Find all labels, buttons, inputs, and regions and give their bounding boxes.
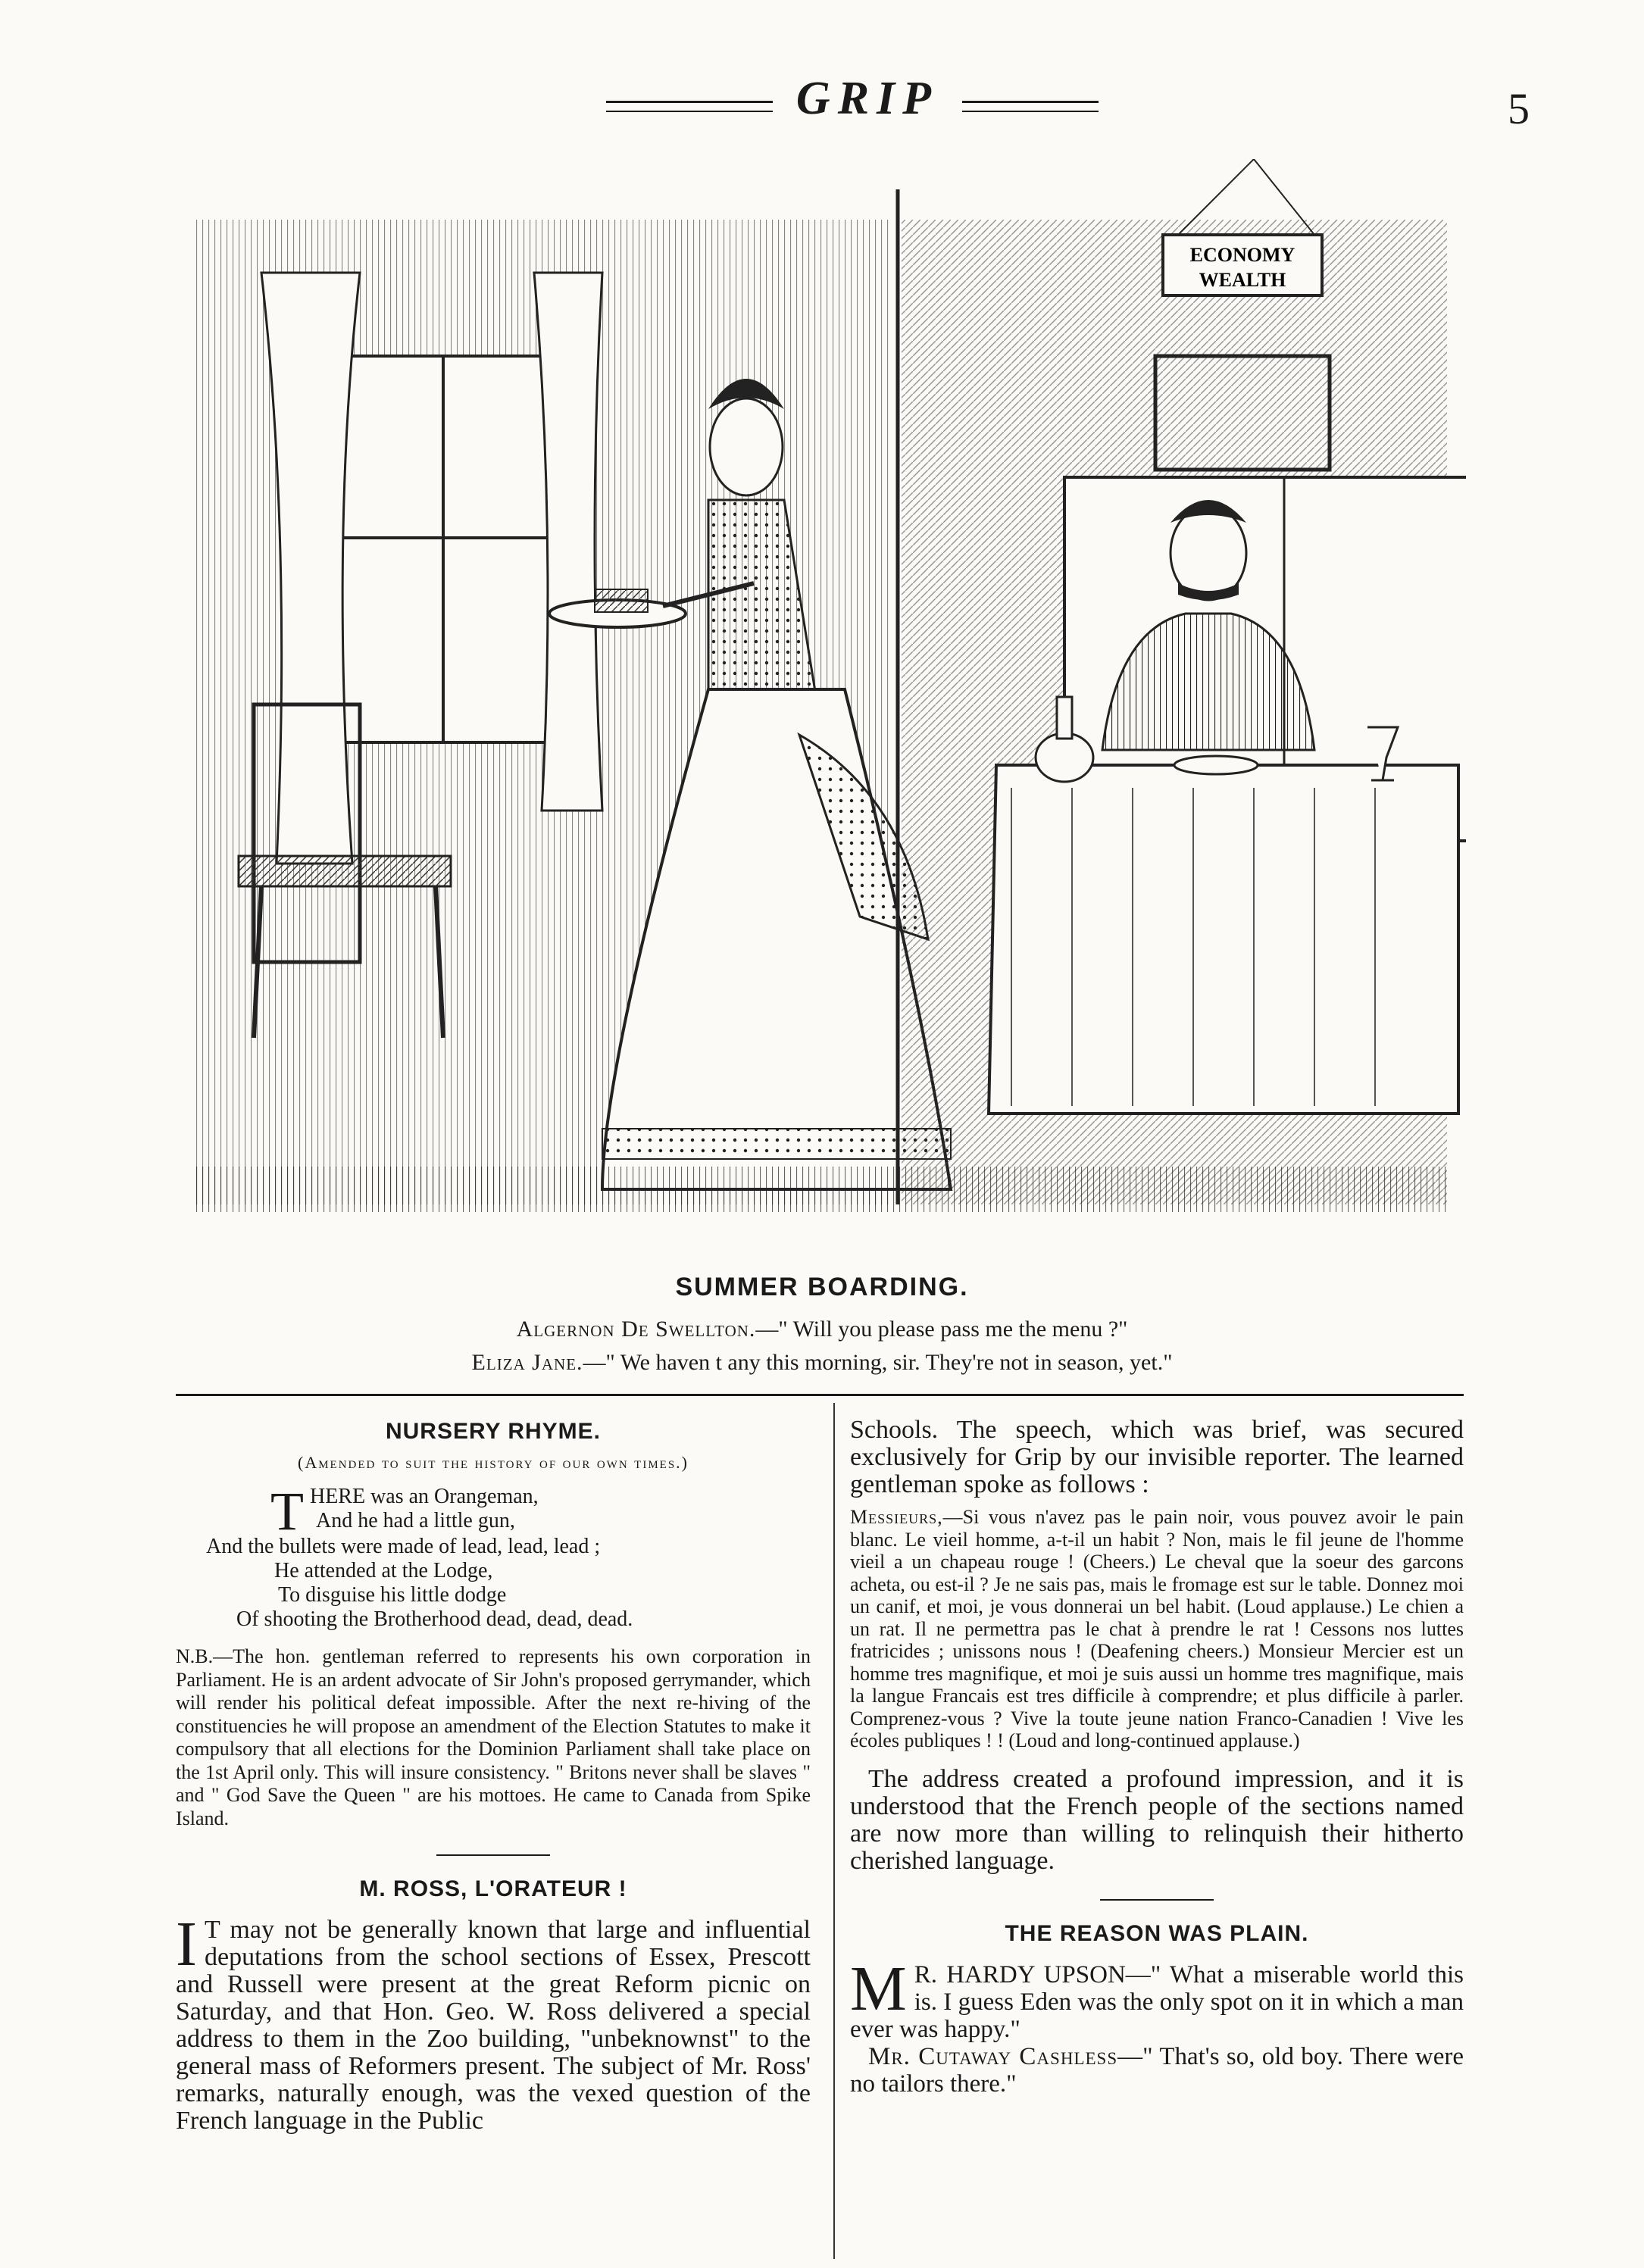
cartoon-title: SUMMER BOARDING. — [675, 1273, 969, 1301]
poem-line-5: To disguise his little dodge — [278, 1583, 507, 1607]
caption-line-2 — [0, 1350, 1644, 1376]
ross-dropcap: I — [176, 1909, 197, 1979]
cartoon-illustration — [178, 159, 1466, 1242]
speech-text: —Si vous n'avez pas le pain noir, vous pouvez avoir le pain blanc. Le vieil homme, a-t-il un habit ? Non, mais le fil jeune de l'homme vieil a un chapeau rouge ! (Cheers.) Le cheval que la soeur des garcons acheta, ou est-il ? Je ne sais pas, mais le fromage est sur le table. Donnez moi un canif, et moi, je vous donnerai un bel habit. (Loud applause.) Le chien a un rat. Il ne permettra pas le chat à prendre le rat ! Cessons nos luttes fratricides ; unissons nous ! (Deafening cheers.) Monsieur Mercier est un homme tres magnifique, et moi je suis aussi un homme tres magnifique, mais la langue Francais est tres difficile à comprendre; et plus difficile à parler. Comprenez-vous ? Vive la toute jeune nation Franco-Canadien ! Vive les écoles publiques ! ! (Loud and long-continued applause.) — [850, 1506, 1464, 1751]
sign-wealth: WEALTH — [1199, 269, 1286, 291]
caption-line-1-text: —" Will you please pass me the menu ?" — [755, 1317, 1128, 1342]
page-number: 5 — [1508, 84, 1530, 133]
nursery-rhyme-note: N.B.—The hon. gentleman referred to represents his own corporation in Parliament. He is an ardent advocate of Sir John's proposed gerrymander, which will render his political defeat impossible. After the next re-hiving of the constituencies he will propose an amendment of the Election Statutes to make it compulsory that all elections for the Dominion Parliament shall take place on the 1st April only. This will insure consistency. " Britons never shall be slaves " and " God Save the Queen " are his mottoes. He came to Canada from Spike Island. — [176, 1645, 811, 1829]
caption-line-2-text: —" We haven t any this morning, sir. They're not in season, yet." — [583, 1350, 1173, 1375]
article-separator — [436, 1854, 550, 1856]
reason-dropcap: M — [850, 1953, 907, 2024]
right-column — [850, 1417, 1464, 2098]
poem-dropcap: T — [270, 1481, 304, 1542]
poem-line-2: And he had a little gun, — [316, 1509, 515, 1532]
reason-line-1 — [850, 1953, 1464, 2043]
masthead — [0, 72, 1644, 133]
ross-article-continued: Schools. The speech, which was brief, was secured exclusively for Grip by our invisible reporter. The learned gentleman spoke as follows : — [850, 1416, 1464, 1498]
article-separator-2 — [1100, 1899, 1214, 1901]
nursery-rhyme-subtitle: (Amended to suit the history of our own times.) — [298, 1453, 689, 1472]
poem-line-4: He attended at the Lodge, — [274, 1559, 493, 1582]
masthead-rule-right — [962, 101, 1099, 112]
masthead-rule-left — [606, 101, 773, 112]
column-divider — [833, 1403, 835, 2259]
ross-closing: The address created a profound impression, and it is understood that the French people of the sections named are now more than willing to relinquish their hitherto cherished language. — [850, 1764, 1464, 1875]
speaker-algernon: Algernon De Swellton. — [516, 1317, 756, 1342]
speech-lead: Messieurs, — [850, 1506, 943, 1528]
nursery-rhyme-poem — [176, 1481, 811, 1632]
poem-line-3: And the bullets were made of lead, lead, lead ; — [206, 1535, 601, 1558]
poem-line-6: Of shooting the Brotherhood dead, dead, dead. — [236, 1607, 633, 1631]
reason-title: THE REASON WAS PLAIN. — [1005, 1920, 1309, 1946]
reason-line-2-text: —" That's so, old boy. There were no tailors there." — [850, 2042, 1464, 2098]
ross-article-title: M. ROSS, L'ORATEUR ! — [359, 1876, 627, 1901]
poem-line-1: HERE was an Orangeman, — [309, 1485, 539, 1508]
left-column — [176, 1417, 811, 2135]
nursery-rhyme-title: NURSERY RHYME. — [385, 1419, 602, 1444]
reason-speaker-2: Mr. Cutaway Cashless — [868, 2042, 1118, 2070]
reason-speaker-1: R. HARDY UPSON — [914, 1960, 1126, 1988]
sign-economy: ECONOMY — [1189, 244, 1296, 266]
speaker-eliza: Eliza Jane. — [471, 1350, 583, 1375]
ross-speech — [850, 1506, 1464, 1752]
reason-line-1-text: —" What a miserable world this is. I guess Eden was the only spot on it in which a man ever was happy." — [850, 1960, 1464, 2043]
section-rule — [176, 1394, 1464, 1396]
ross-article-body — [176, 1909, 811, 2135]
caption-line-1 — [0, 1317, 1644, 1342]
reason-line-2 — [850, 2043, 1464, 2098]
masthead-title: GRIP — [795, 73, 939, 124]
ross-article-text: T may not be generally known that large and influential deputations from the school sections of Essex, Prescott and Russell were present at the great Reform picnic on Saturday, and that Hon. Geo. W. Ross delivered a special address to them in the Zoo building, "unbeknownst" to the general mass of Reformers present. The subject of Mr. Ross' remarks, naturally enough, was the vexed question of the French language in the Public — [176, 1916, 811, 2135]
